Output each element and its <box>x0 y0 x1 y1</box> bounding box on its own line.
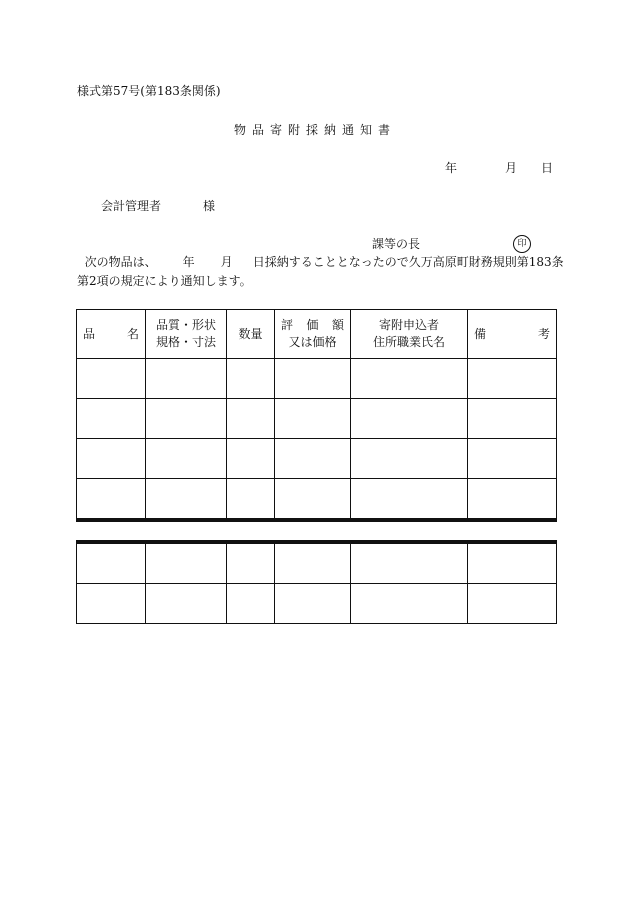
body-text <box>77 253 567 291</box>
date-day: 日 <box>541 161 554 175</box>
sender-title: 課等の長 <box>372 237 421 251</box>
cell[interactable] <box>468 584 557 624</box>
cell[interactable] <box>77 359 146 399</box>
cell[interactable] <box>77 479 146 521</box>
table-header-row <box>77 310 557 359</box>
header-remarks: 備 考 <box>468 310 557 359</box>
table-row <box>77 584 557 624</box>
cell[interactable] <box>146 542 227 584</box>
form-number: 様式第57号(第183条関係) <box>77 84 221 98</box>
header-value: 評 価 額 又は価格 <box>275 310 351 359</box>
table-row <box>77 439 557 479</box>
cell[interactable] <box>351 479 468 521</box>
date-year: 年 <box>445 161 458 175</box>
cell[interactable] <box>275 359 351 399</box>
cell[interactable] <box>275 439 351 479</box>
header-quality: 品質・形状 規格・寸法 <box>146 310 227 359</box>
cell[interactable] <box>77 439 146 479</box>
cell[interactable] <box>146 399 227 439</box>
seal-mark: 印 <box>513 235 531 253</box>
table-row <box>77 359 557 399</box>
cell[interactable] <box>275 479 351 521</box>
cell[interactable] <box>468 542 557 584</box>
table-row <box>77 479 557 521</box>
addressee <box>101 199 215 213</box>
cell[interactable] <box>146 479 227 521</box>
cell[interactable] <box>351 399 468 439</box>
body-part1: 次の物品は、 <box>84 255 157 269</box>
cell[interactable] <box>351 439 468 479</box>
cell[interactable] <box>468 479 557 521</box>
cell[interactable] <box>227 584 275 624</box>
cell[interactable] <box>146 359 227 399</box>
header-quantity: 数量 <box>227 310 275 359</box>
addressee-honorific: 様 <box>203 199 216 213</box>
cell[interactable] <box>275 542 351 584</box>
cell[interactable] <box>77 399 146 439</box>
header-item-name: 品 名 <box>77 310 146 359</box>
cell[interactable] <box>351 359 468 399</box>
body-year: 年 <box>182 255 195 269</box>
header-donor: 寄附申込者 住所職業氏名 <box>351 310 468 359</box>
date-month: 月 <box>505 161 518 175</box>
cell[interactable] <box>468 359 557 399</box>
document-title: 物品寄附採納通知書 <box>233 123 396 137</box>
item-table <box>76 309 557 624</box>
table-row <box>77 399 557 439</box>
cell[interactable] <box>468 399 557 439</box>
cell[interactable] <box>351 584 468 624</box>
addressee-name: 会計管理者 <box>101 199 162 213</box>
cell[interactable] <box>146 584 227 624</box>
cell[interactable] <box>77 584 146 624</box>
cell[interactable] <box>227 439 275 479</box>
table-break <box>77 520 557 542</box>
cell[interactable] <box>227 359 275 399</box>
cell[interactable] <box>227 479 275 521</box>
cell[interactable] <box>227 542 275 584</box>
table-row <box>77 542 557 584</box>
cell[interactable] <box>227 399 275 439</box>
cell[interactable] <box>275 584 351 624</box>
body-month: 月 <box>220 255 233 269</box>
date-line <box>445 161 553 175</box>
body-part2: 日採納することとなったので久万高原町財務規則第183条第2項の規定により通知します。 <box>77 255 564 288</box>
cell[interactable] <box>275 399 351 439</box>
cell[interactable] <box>77 542 146 584</box>
cell[interactable] <box>468 439 557 479</box>
cell[interactable] <box>146 439 227 479</box>
cell[interactable] <box>351 542 468 584</box>
